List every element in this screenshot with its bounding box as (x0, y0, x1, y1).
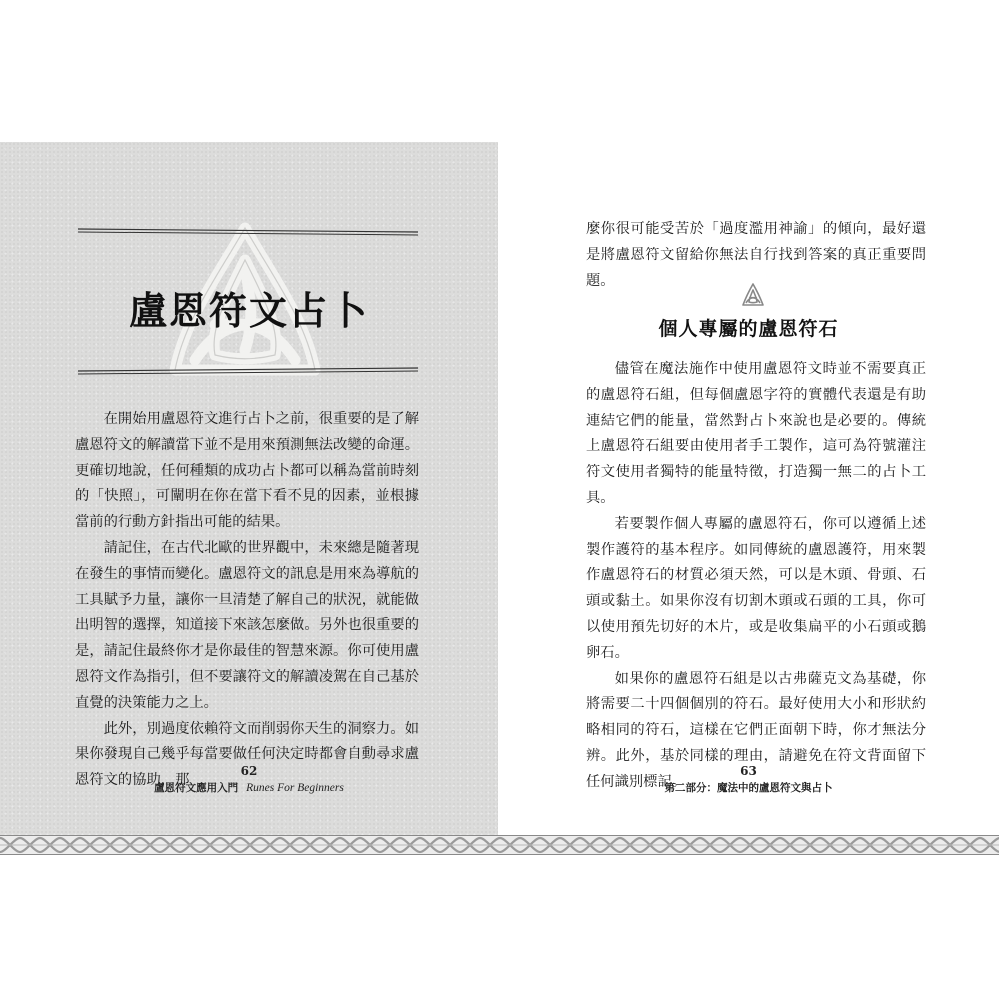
paragraph: 儘管在魔法施作中使用盧恩符文時並不需要真正的盧恩符石組，但每個盧恩字符的實體代表還是有助連結它們的能量，當然對占卜來說也是必要的。傳統上盧恩符石組要由使用者手工製作，這可為符號灌注符文使用者獨特的能量特徵，打造獨一無二的占卜工具。 (586, 361, 926, 506)
celtic-knot-border (0, 834, 999, 856)
left-folio (0, 764, 498, 795)
paragraph: 若要製作個人專屬的盧恩符石，你可以遵循上述製作護符的基本程序。如同傳統的盧恩護符，用來製作盧恩符石的材質必須天然，可以是木頭、骨頭、石頭或黏土。如果你沒有切割木頭或石頭的工具，你可以使用預先切好的木片，或是收集扁平的小石頭或鵝卵石。 (586, 515, 926, 661)
running-head (0, 780, 498, 795)
left-page (0, 142, 498, 854)
running-head-zh: 盧恩符文應用入門 (154, 782, 239, 794)
paragraph: 在開始用盧恩符文進行占卜之前，很重要的是了解盧恩符文的解讀當下並不是用來預測無法改變的命運。更確切地說，任何種類的成功占卜都可以稱為當前時刻的「快照」，可闡明在你在當下看不見的因素，並根據當前的行動方針指出可能的結果。 (75, 411, 419, 531)
celtic-triquetra-icon (740, 282, 766, 308)
running-head: 第二部分：魔法中的盧恩符文與占卜 (664, 782, 833, 794)
page-number: 63 (740, 764, 757, 778)
chapter-title: 盧恩符文占卜 (128, 289, 369, 333)
paragraph: 麼你很可能受苦於「過度濫用神諭」的傾向，最好還是將盧恩符文留給你無法自行找到答案的真正重要問題。 (586, 221, 926, 289)
left-body-text (75, 407, 419, 794)
page-number: 62 (240, 764, 258, 778)
paragraph: 請記住，在古代北歐的世界觀中，未來總是隨著現在發生的事情而變化。盧恩符文的訊息是用來為導航的工具賦予力量，讓你一旦清楚了解自己的狀況，就能做出明智的選擇，知道接下來該怎麼做。另外也很重要的是，請記住最終你才是你最佳的智慧來源。你可使用盧恩符文作為指引，但不要讓符文的解讀凌駕在自己基於直覺的決策能力之上。 (75, 539, 419, 711)
right-body-text (586, 357, 926, 796)
title-rule-bottom (78, 365, 418, 375)
right-page (498, 142, 999, 854)
title-rule-top (78, 226, 418, 236)
paragraph: 如果你的盧恩符石組是以古弗薩克文為基礎，你將需要二十四個個別的符石。最好使用大小和形狀約略相同的符石，這樣在它們正面朝下時，你才無法分辨。此外，基於同樣的理由，請避免在符文背面留下任何識別標記。 (586, 670, 926, 790)
running-head-en: Runes For Beginners (246, 782, 344, 794)
section-title: 個人專屬的盧恩符石 (658, 318, 839, 340)
right-folio (498, 764, 999, 795)
paragraph: 此外，別過度依賴符文而削弱你天生的洞察力。如果你發現自己幾乎每當要做任何決定時都會自動尋求盧恩符文的協助，那 (75, 720, 419, 789)
